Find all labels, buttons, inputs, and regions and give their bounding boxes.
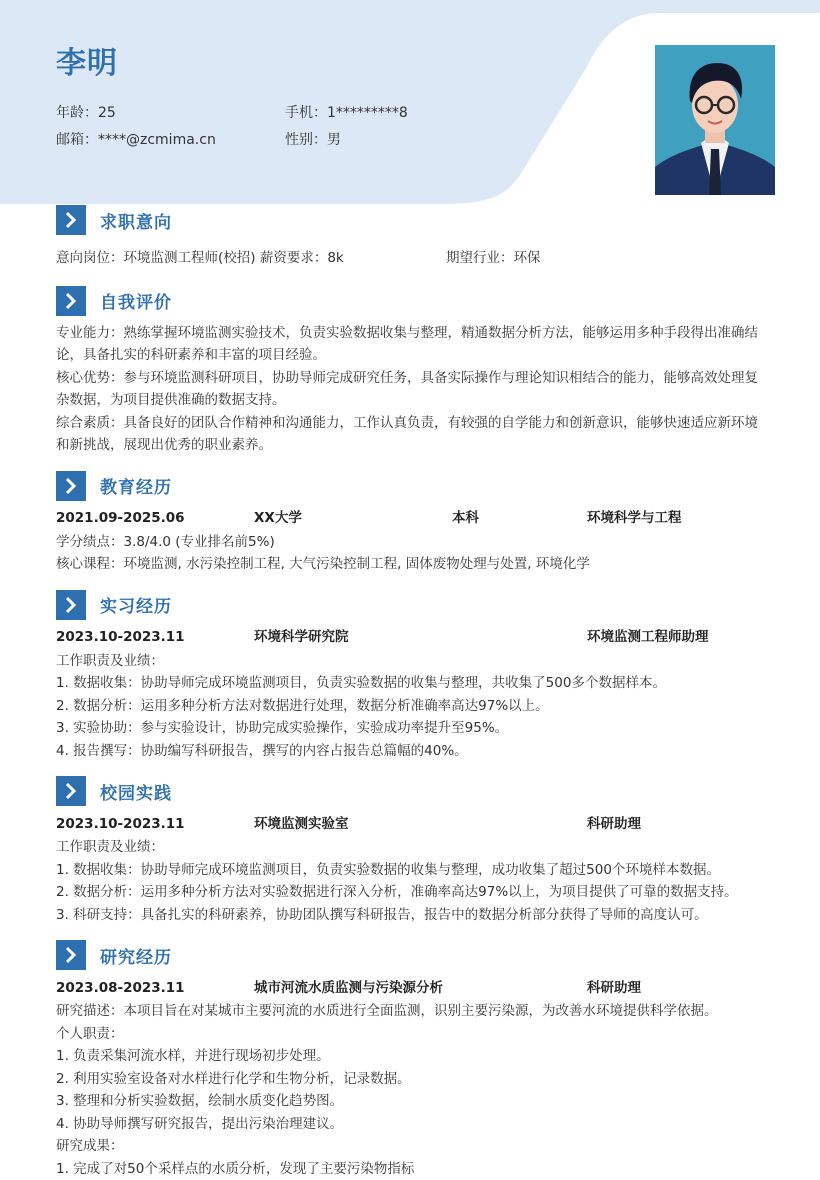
position-value: 环境监测工程师(校招) (124, 250, 256, 266)
chevron-right-icon (56, 776, 86, 806)
chevron-right-icon (56, 590, 86, 620)
phone-label: 手机： (285, 105, 327, 121)
internship-detail: 工作职责及业绩： (56, 650, 768, 673)
age-field (56, 102, 116, 122)
section-header-intention (56, 205, 768, 235)
section-header-self-eval (56, 286, 768, 316)
internship-row (56, 626, 768, 650)
industry-value: 环保 (514, 250, 541, 266)
research-detail: 研究成果： (56, 1135, 768, 1158)
age-label: 年龄： (56, 105, 98, 121)
intention-row (56, 247, 768, 270)
industry (446, 247, 541, 270)
research-detail: 个人职责： (56, 1023, 768, 1046)
profile-header (0, 0, 820, 205)
gender-field (285, 129, 341, 149)
education-detail: 学分绩点：3.8/4.0 (专业排名前5%) (56, 531, 768, 554)
campus-detail: 3. 科研支持：具备扎实的科研素养，协助团队撰写科研报告，报告中的数据分析部分获得了导师的高度认可。 (56, 904, 768, 927)
position-label: 意向岗位： (56, 250, 124, 266)
chevron-right-icon (56, 205, 86, 235)
section-header-campus (56, 776, 768, 806)
email-label: 邮箱： (56, 132, 98, 148)
gender-value: 男 (327, 132, 341, 148)
candidate-name: 李明 (56, 38, 118, 82)
internship-detail: 4. 报告撰写：协助编写科研报告，撰写的内容占报告总篇幅的40%。 (56, 740, 768, 763)
phone-field (285, 102, 408, 122)
internship-period: 2023.10-2023.11 (56, 626, 254, 649)
research-project: 城市河流水质监测与污染源分析 (254, 977, 587, 1000)
internship-detail: 1. 数据收集：协助导师完成环境监测项目，负责实验数据的收集与整理，共收集了500多个数据样本。 (56, 672, 768, 695)
email-value: ****@zcmima.cn (98, 132, 216, 148)
phone-value: 1*********8 (327, 105, 408, 121)
internship-detail: 3. 实验协助：参与实验设计，协助完成实验操作，实验成功率提升至95%。 (56, 717, 768, 740)
self-eval-paragraph: 综合素质：具备良好的团队合作精神和沟通能力，工作认真负责，有较强的自学能力和创新意识，能够快速适应新环境和新挑战，展现出优秀的职业素养。 (56, 412, 768, 457)
internship-role: 环境监测工程师助理 (587, 626, 768, 649)
education-detail: 核心课程：环境监测, 水污染控制工程, 大气污染控制工程, 固体废物处理与处置, 环境化学 (56, 553, 768, 576)
research-detail: 1. 完成了对50个采样点的水质分析，发现了主要污染物指标 (56, 1158, 768, 1180)
campus-detail: 1. 数据收集：协助导师完成环境监测项目，负责实验数据的收集与整理，成功收集了超过500个环境样本数据。 (56, 859, 768, 882)
campus-period: 2023.10-2023.11 (56, 813, 254, 836)
section-title: 研究经历 (100, 943, 172, 968)
salary-value: 8k (327, 250, 343, 266)
internship-org: 环境科学研究院 (254, 626, 587, 649)
research-detail: 2. 利用实验室设备对水样进行化学和生物分析，记录数据。 (56, 1068, 768, 1091)
self-eval-paragraph: 专业能力：熟练掌握环境监测实验技术，负责实验数据收集与整理，精通数据分析方法，能够运用多种手段得出准确结论，具备扎实的科研素养和丰富的项目经验。 (56, 322, 768, 367)
education-major: 环境科学与工程 (587, 507, 768, 530)
section-title: 教育经历 (100, 473, 172, 498)
campus-org: 环境监测实验室 (254, 813, 587, 836)
section-title: 实习经历 (100, 592, 172, 617)
research-row (56, 976, 768, 1000)
profile-photo (655, 45, 775, 195)
email-field (56, 129, 216, 149)
gender-label: 性别： (285, 132, 327, 148)
campus-row (56, 812, 768, 836)
campus-detail: 工作职责及业绩： (56, 836, 768, 859)
industry-label: 期望行业： (446, 250, 514, 266)
research-detail: 4. 协助导师撰写研究报告，提出污染治理建议。 (56, 1113, 768, 1136)
campus-detail: 2. 数据分析：运用多种分析方法对实验数据进行深入分析，准确率高达97%以上，为项目提供了可靠的数据支持。 (56, 881, 768, 904)
section-title: 校园实践 (100, 779, 172, 804)
research-detail: 3. 整理和分析实验数据，绘制水质变化趋势图。 (56, 1090, 768, 1113)
chevron-right-icon (56, 940, 86, 970)
age-value: 25 (98, 105, 116, 121)
chevron-right-icon (56, 286, 86, 316)
research-detail: 研究描述：本项目旨在对某城市主要河流的水质进行全面监测，识别主要污染源，为改善水环境提供科学依据。 (56, 1000, 768, 1023)
self-eval-paragraph: 核心优势：参与环境监测科研项目，协助导师完成研究任务，具备实际操作与理论知识相结合的能力，能够高效处理复杂数据，为项目提供准确的数据支持。 (56, 367, 768, 412)
campus-role: 科研助理 (587, 813, 768, 836)
section-header-education (56, 471, 768, 501)
section-title: 自我评价 (100, 288, 172, 313)
research-detail: 1. 负责采集河流水样，并进行现场初步处理。 (56, 1045, 768, 1068)
education-degree: 本科 (452, 507, 587, 530)
education-period: 2021.09-2025.06 (56, 507, 254, 530)
section-header-internship (56, 590, 768, 620)
section-header-research (56, 940, 768, 970)
research-period: 2023.08-2023.11 (56, 977, 254, 1000)
education-school: XX大学 (254, 507, 452, 530)
chevron-right-icon (56, 471, 86, 501)
salary-label: 薪资要求： (260, 250, 328, 266)
position-salary (56, 247, 446, 270)
research-role: 科研助理 (587, 977, 768, 1000)
resume-content (56, 205, 768, 1180)
self-eval-body (56, 322, 768, 457)
education-row (56, 507, 768, 531)
section-title: 求职意向 (100, 208, 172, 233)
internship-detail: 2. 数据分析：运用多种分析方法对数据进行处理，数据分析准确率高达97%以上。 (56, 695, 768, 718)
